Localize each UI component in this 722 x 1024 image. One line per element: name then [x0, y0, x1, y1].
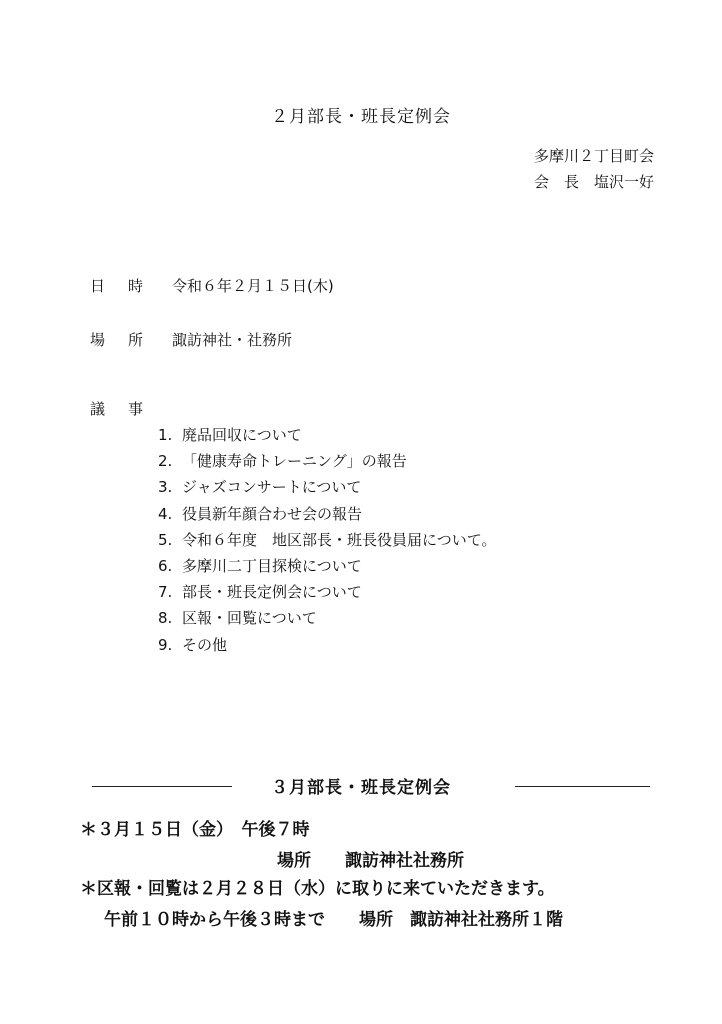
next-meeting-date: ＊３月１５日（金） 午後７時	[80, 820, 310, 840]
place-value: 諏訪神社・社務所	[172, 331, 293, 349]
next-meeting-place: 場所 諏訪神社社務所	[277, 851, 464, 871]
agenda-list	[158, 422, 496, 658]
datetime-label: 日 時	[90, 277, 148, 295]
organization-block	[534, 143, 654, 195]
agenda-number: 3.	[158, 478, 173, 497]
agenda-text: その他	[182, 635, 228, 654]
place-row	[90, 329, 292, 350]
agenda-item	[158, 501, 496, 527]
datetime-value: 令和６年２月１５日(木)	[172, 277, 334, 295]
agenda-number: 6.	[158, 557, 173, 576]
agenda-number: 1.	[158, 426, 173, 444]
agenda-item	[158, 605, 496, 631]
agenda-text: ジャズコンサートについて	[182, 478, 362, 497]
agenda-text: 多摩川二丁目探検について	[182, 557, 362, 576]
organization-name: 多摩川２丁目町会	[533, 147, 654, 165]
agenda-item	[158, 474, 496, 500]
agenda-number: 5.	[158, 530, 173, 549]
agenda-number: 7.	[158, 583, 173, 602]
agenda-text: 令和６年度 地区部長・班長役員届について。	[182, 530, 497, 549]
agenda-heading	[90, 398, 172, 419]
agenda-number: 2.	[158, 452, 173, 471]
agenda-item	[158, 632, 496, 658]
agenda-label: 議 事	[90, 400, 148, 418]
notice-line: ＊区報・回覧は２月２８日（水）に取りに来ていただきます。	[80, 879, 555, 899]
agenda-text: 区報・回覧について	[182, 609, 317, 628]
divider-right	[515, 786, 650, 787]
page-title: ２月部長・班長定例会	[271, 107, 451, 127]
agenda-text: 「健康寿命トレーニング」の報告	[182, 452, 407, 471]
chair-name: 会 長 塩沢一好	[533, 173, 654, 191]
agenda-text: 廃品回収について	[182, 426, 302, 444]
agenda-number: 4.	[158, 504, 173, 523]
agenda-number: 9.	[158, 635, 173, 654]
agenda-text: 役員新年顔合わせ会の報告	[182, 504, 363, 523]
next-meeting-title: ３月部長・班長定例会	[271, 778, 451, 798]
agenda-item	[158, 422, 496, 448]
agenda-item	[158, 448, 496, 474]
agenda-item	[158, 527, 496, 553]
agenda-text: 部長・班長定例会について	[182, 583, 362, 602]
place-label: 場 所	[90, 331, 148, 349]
agenda-item	[158, 579, 496, 605]
datetime-row	[90, 275, 334, 296]
time-place-line: 午前１０時から午後３時まで 場所 諏訪神社社務所１階	[104, 910, 563, 930]
agenda-item	[158, 553, 496, 579]
agenda-number: 8.	[158, 609, 173, 628]
